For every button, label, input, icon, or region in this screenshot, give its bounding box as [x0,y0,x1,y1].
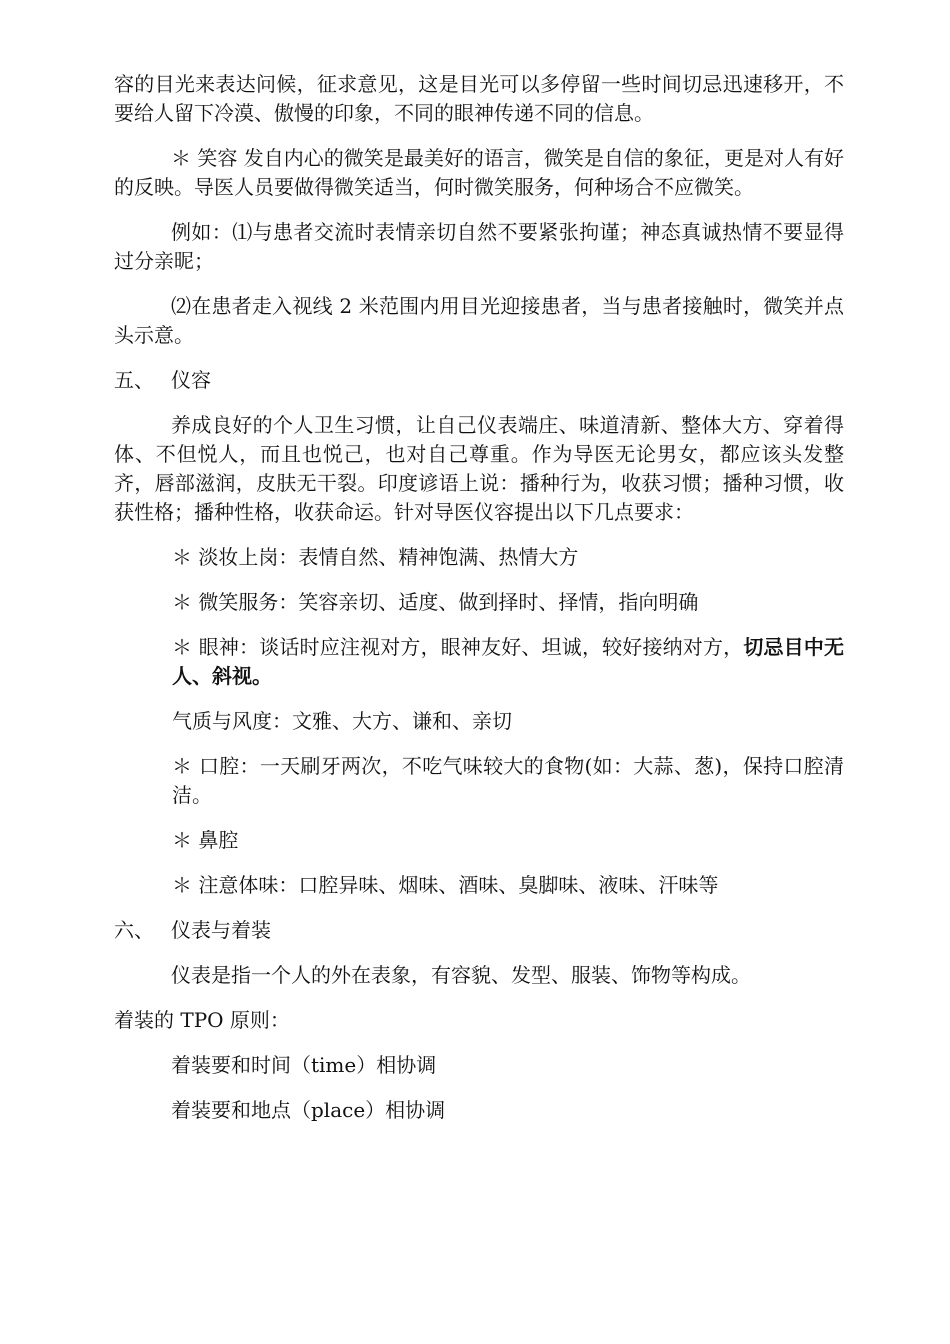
paragraph-tpo-principle: 着装的 TPO 原则： [114,1008,290,1032]
eyes-text: ＊ 眼神：谈话时应注视对方，眼神友好、坦诚，较好接纳对方， [172,635,744,659]
list-item-temperament: 气质与风度：文雅、大方、谦和、亲切 [172,709,512,733]
list-item-mouth: ＊ 口腔：一天刷牙两次，不吃气味较大的食物(如：大蒜、葱)，保持口腔清洁。 [172,754,844,807]
section-heading-5 [114,366,844,395]
section-title: 仪表与着装 [171,918,271,942]
document-page [114,70,844,1141]
paragraph-tpo-time: 着装要和时间（time）相协调 [171,1053,437,1077]
list-item-eyes [114,633,844,691]
eyes-emphasis: 切忌目中无人、斜视。 [172,635,845,688]
list-item-body-odor: ＊ 注意体味：口腔异味、烟味、酒味、臭脚味、液味、汗味等 [172,873,719,897]
paragraph-appearance: 养成良好的个人卫生习惯，让自己仪表端庄、味道清新、整体大方、穿着得体、不但悦人，而且也悦己，也对自己尊重。作为导医无论男女，都应该头发整齐，唇部滋润，皮肤无干裂。印度谚语上说：播种行为，收获习惯；播种习惯，收获性格；播种性格，收获命运。针对导医仪容提出以下几点要求： [114,413,844,524]
paragraph-tpo-place: 着装要和地点（place）相协调 [171,1098,446,1122]
paragraph-example-2: ⑵在患者走入视线 2 米范围内用目光迎接患者，当与患者接触时，微笑并点头示意。 [114,294,844,347]
paragraph-gaze: 容的目光来表达问候，征求意见，这是目光可以多停留一些时间切忌迅速移开，不要给人留下冷漠、傲慢的印象，不同的眼神传递不同的信息。 [114,72,844,125]
list-item-makeup: ＊ 淡妆上岗：表情自然、精神饱满、热情大方 [172,545,579,569]
section-heading-6 [114,916,844,945]
paragraph-appearance-definition: 仪表是指一个人的外在表象，有容貌、发型、服装、饰物等构成。 [171,963,751,987]
list-item-smile-service: ＊ 微笑服务：笑容亲切、适度、做到择时、择情，指向明确 [172,590,699,614]
paragraph-smile: ＊ 笑容 发自内心的微笑是最美好的语言，微笑是自信的象征，更是对人有好的反映。导医人员要做得微笑适当，何时微笑服务，何种场合不应微笑。 [114,146,844,199]
paragraph-example-1: 例如：⑴与患者交流时表情亲切自然不要紧张拘谨；神态真诚热情不要显得过分亲昵； [114,220,844,273]
section-number: 五、 [114,368,154,392]
section-number: 六、 [114,918,154,942]
section-title: 仪容 [171,368,211,392]
list-item-nose: ＊ 鼻腔 [172,828,239,852]
